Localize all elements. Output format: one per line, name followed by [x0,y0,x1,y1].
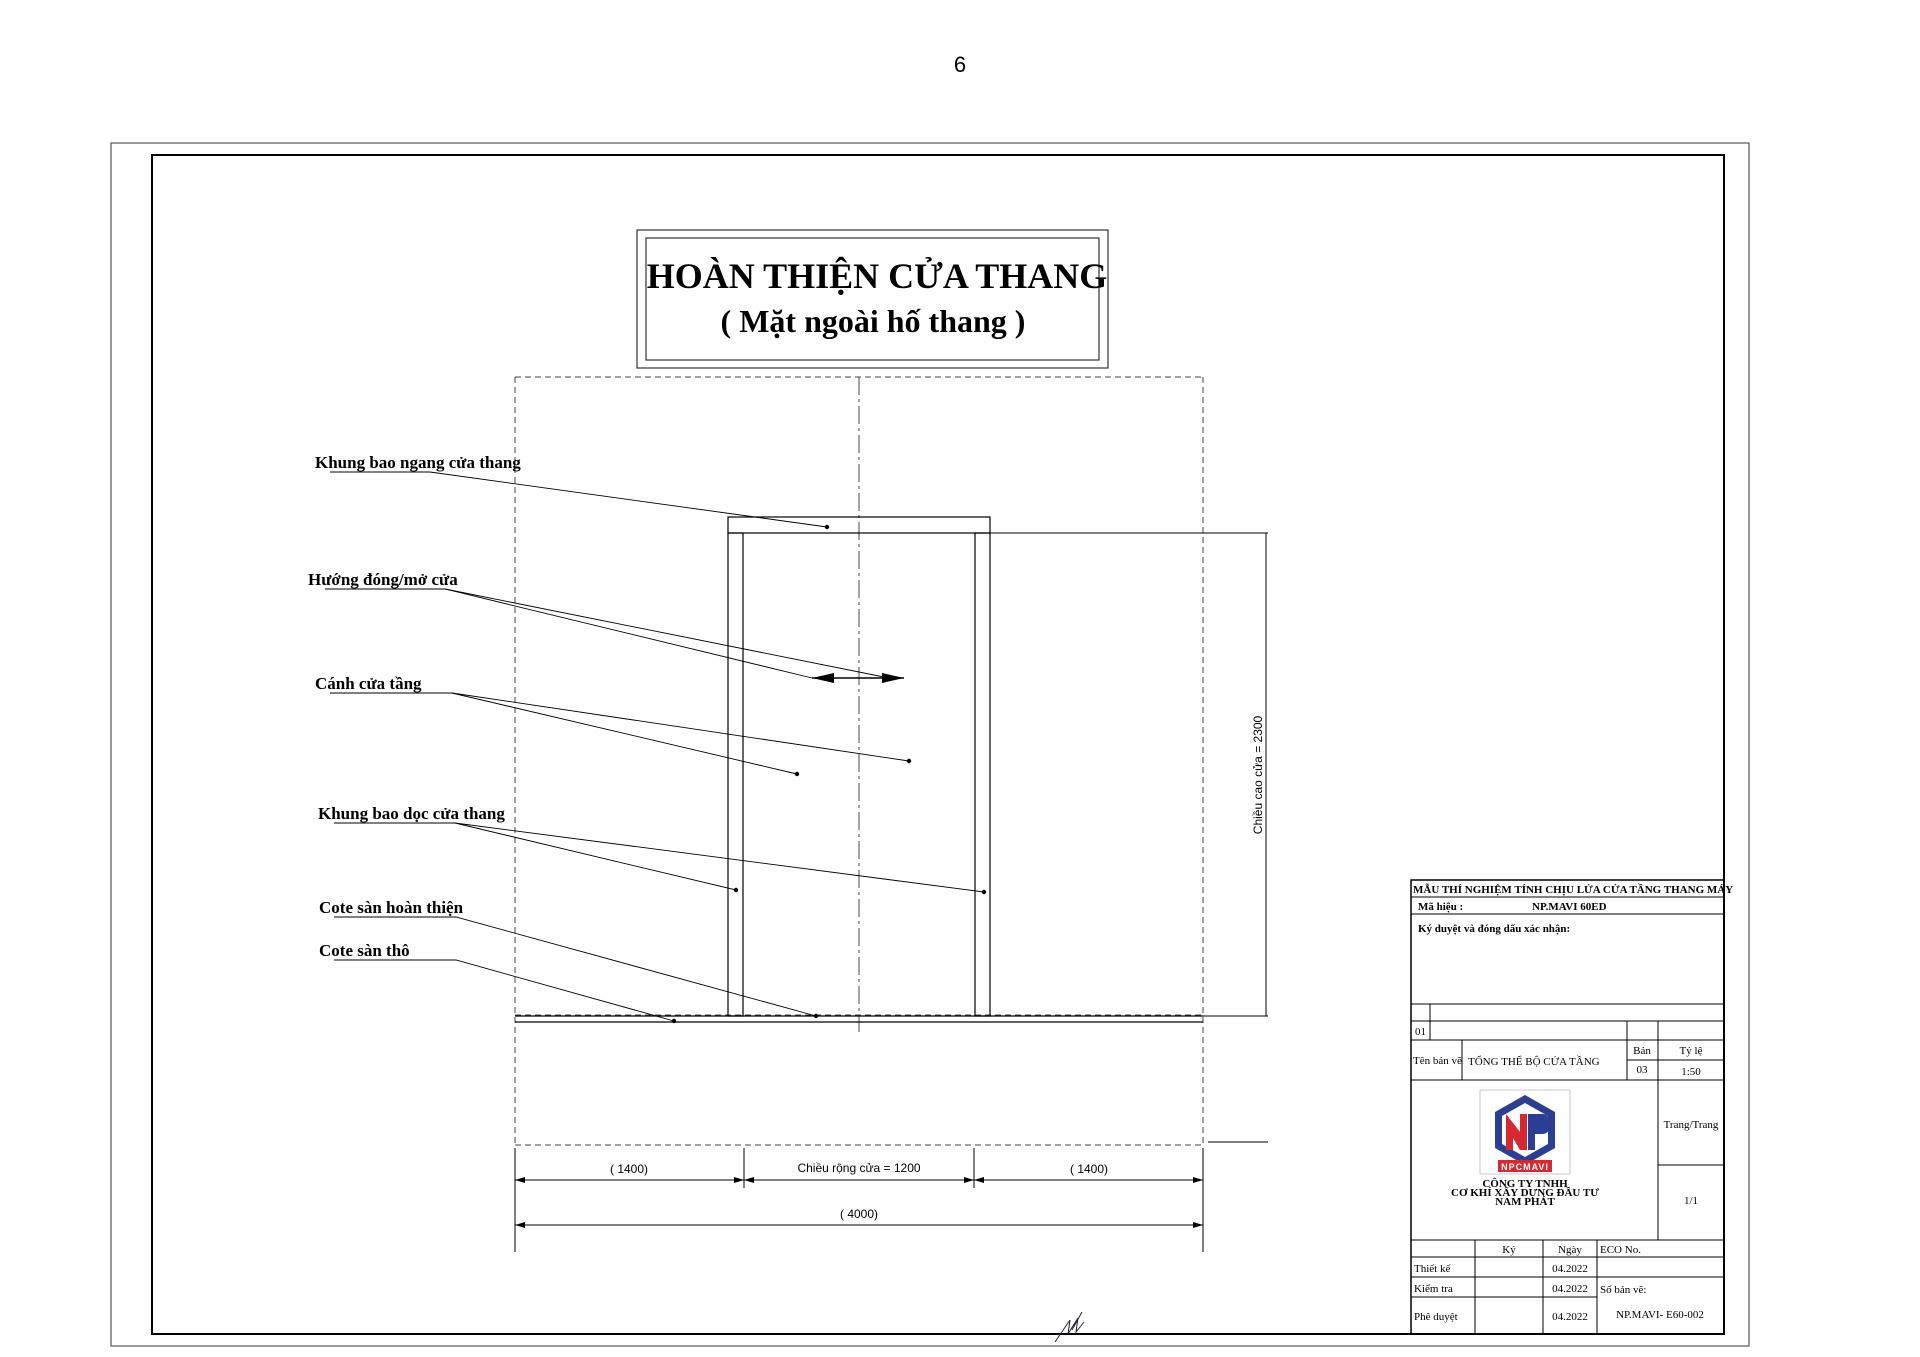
company-line1: CÔNG TY TNHH [1482,1178,1568,1190]
page-number: 6 [953,52,967,77]
callout-vertical-frame: Khung bao dọc cửa thang [318,804,505,823]
dim-right: ( 1400) [1069,1162,1109,1176]
tb-col-ngay: Ngày [1558,1244,1582,1256]
open-close-arrow [812,673,904,683]
tb-sheet-value: NP.MAVI- E60-002 [1616,1309,1704,1321]
tb-row-date-approved: 04.2022 [1552,1311,1588,1323]
callout-rough-floor: Cote sàn thô [319,941,410,960]
title-box [637,230,1108,368]
tb-row-date-checked: 04.2022 [1552,1283,1588,1295]
tb-approval: Ký duyệt và đóng dấu xác nhận: [1418,923,1571,935]
tb-page-label: Trang/Trang [1663,1119,1719,1131]
signature-mark [1055,1312,1084,1342]
dim-left: ( 1400) [609,1162,649,1176]
title-line1: HOÀN THIỆN CỬA THANG [646,256,1108,296]
tb-scale-value: 1:50 [1681,1066,1701,1078]
tb-code-value: NP.MAVI 60ED [1532,901,1607,913]
company-logo [1480,1090,1570,1174]
tb-ban-label: Bản [1633,1045,1651,1057]
callout-leaders [325,472,984,1021]
callout-horizontal-frame: Khung bao ngang cửa thang [315,453,521,472]
tb-sheet-label: Số bản vẽ: [1600,1284,1647,1296]
tb-col-ky: Ký [1502,1244,1516,1256]
height-dimension [990,533,1268,1142]
tb-header: MẪU THÍ NGHIỆM TÍNH CHỊU LỬA CỬA TẦNG THANG MÁY [1413,884,1734,896]
tb-drawing-name: TỔNG THỂ BỘ CỬA TẦNG [1468,1056,1600,1068]
callout-finished-floor: Cote sàn hoàn thiện [319,898,464,917]
tb-rev: 01 [1415,1026,1426,1038]
tb-code-label: Mã hiệu : [1418,901,1464,913]
tb-col-eco: ECO No. [1600,1244,1641,1256]
tb-row-date-designed: 04.2022 [1552,1263,1588,1275]
dim-door-width: Chiều rộng cửa = 1200 [797,1161,921,1175]
company-line3: NAM PHÁT [1495,1196,1555,1208]
callout-door-leaf: Cánh cửa tầng [315,674,422,693]
logo-text: NPCMAVI [1501,1162,1549,1172]
tb-page-value: 1/1 [1683,1195,1699,1207]
tb-ban-value: 03 [1636,1064,1648,1076]
callout-points [672,525,986,1023]
callout-open-direction: Hướng đóng/mở cửa [308,570,458,589]
tb-row-label-approved: Phê duyệt [1414,1311,1458,1323]
tb-row-label-checked: Kiểm tra [1414,1283,1453,1295]
company-line2: CƠ KHÍ XÂY DỰNG ĐẦU TƯ [1451,1187,1599,1199]
tb-scale-label: Tỷ lệ [1679,1045,1703,1057]
height-dimension-label: Chiều cao cửa = 2300 [1251,715,1265,835]
title-line2: ( Mặt ngoài hố thang ) [720,303,1026,339]
dim-total: ( 4000) [839,1207,879,1221]
tb-drawing-name-label: Tên bản vẽ [1413,1055,1462,1067]
tb-row-label-designed: Thiết kế [1414,1263,1451,1275]
